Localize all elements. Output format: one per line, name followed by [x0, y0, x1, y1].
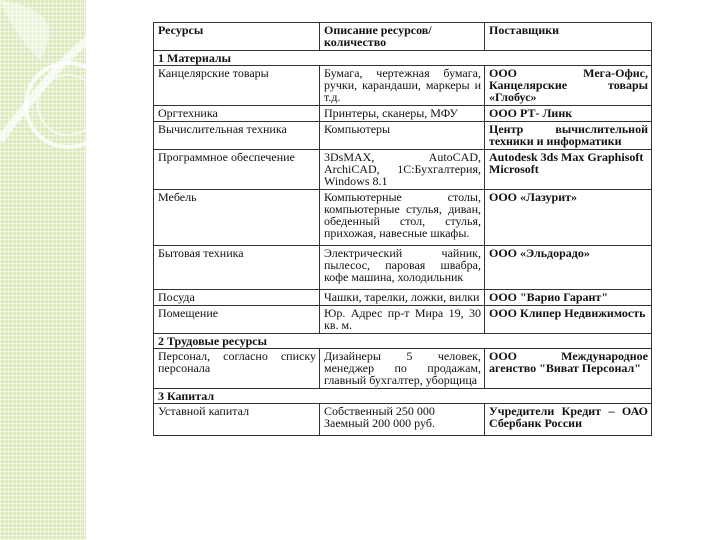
description-cell: Юр. Адрес пр-т Мира 19, 30 кв. м.	[320, 306, 485, 334]
supplier-cell: ООО Международное агенство "Виват Персонал"	[485, 349, 652, 389]
table-row	[154, 404, 652, 436]
description-cell: Принтеры, сканеры, МФУ	[320, 106, 485, 122]
leaf-ornament	[0, 0, 90, 200]
description-cell: Компьютерные столы, компьютерные стулья, диван, обеденный стол, стулья, прихожая, навесные шкафы.	[320, 190, 485, 246]
section-row	[154, 51, 652, 66]
table-header-row	[154, 23, 652, 51]
description-cell: Собственный 250 000 Заемный 200 000 руб.	[320, 404, 485, 436]
description-cell: 3DsMAX, AutoCAD, ArchiCAD, 1С:Бухгалтерия, Windows 8.1	[320, 150, 485, 190]
supplier-cell: ООО РТ- Линк	[485, 106, 652, 122]
header-resources: Ресурсы	[154, 23, 320, 51]
supplier-cell: Центр вычислительной техники и информатики	[485, 122, 652, 150]
resource-cell: Мебель	[154, 190, 320, 246]
table-row	[154, 150, 652, 190]
description-cell: Чашки, тарелки, ложки, вилки	[320, 290, 485, 306]
table-row	[154, 190, 652, 246]
table-row	[154, 66, 652, 106]
resource-cell: Посуда	[154, 290, 320, 306]
resource-cell: Программное обеспечение	[154, 150, 320, 190]
description-cell: Электрический чайник, пылесос, паровая швабра, кофе машина, холодильник	[320, 246, 485, 290]
resource-cell: Уставной капитал	[154, 404, 320, 436]
resource-cell: Вычислительная техника	[154, 122, 320, 150]
section-title: 2 Трудовые ресурсы	[154, 334, 652, 349]
supplier-cell: ООО «Эльдорадо»	[485, 246, 652, 290]
resource-cell: Персонал, согласно списку персонала	[154, 349, 320, 389]
resource-cell: Бытовая техника	[154, 246, 320, 290]
resources-table	[153, 22, 652, 436]
header-description: Описание ресурсов/количество	[320, 23, 485, 51]
supplier-cell: Autodesk 3ds Max Graphisoft Microsoft	[485, 150, 652, 190]
resource-cell: Помещение	[154, 306, 320, 334]
table-row	[154, 349, 652, 389]
table-row	[154, 290, 652, 306]
supplier-cell: ООО "Варио Гарант"	[485, 290, 652, 306]
supplier-cell: ООО Клипер Недвижимость	[485, 306, 652, 334]
description-cell: Бумага, чертежная бумага, ручки, карандаши, маркеры и т.д.	[320, 66, 485, 106]
section-row	[154, 389, 652, 404]
section-title: 3 Капитал	[154, 389, 652, 404]
table-row	[154, 306, 652, 334]
supplier-cell: ООО «Лазурит»	[485, 190, 652, 246]
description-cell: Дизайнеры 5 человек, менеджер по продажам, главный бухгалтер, уборщица	[320, 349, 485, 389]
supplier-cell: ООО Мега-Офис, Канцелярские товары «Глобус»	[485, 66, 652, 106]
table-row	[154, 246, 652, 290]
section-row	[154, 334, 652, 349]
description-cell: Компьютеры	[320, 122, 485, 150]
section-title: 1 Материалы	[154, 51, 652, 66]
resource-cell: Канцелярские товары	[154, 66, 320, 106]
table-row	[154, 106, 652, 122]
header-suppliers: Поставщики	[485, 23, 652, 51]
resource-cell: Оргтехника	[154, 106, 320, 122]
table-row	[154, 122, 652, 150]
supplier-cell: Учредители Кредит – ОАО Сбербанк России	[485, 404, 652, 436]
